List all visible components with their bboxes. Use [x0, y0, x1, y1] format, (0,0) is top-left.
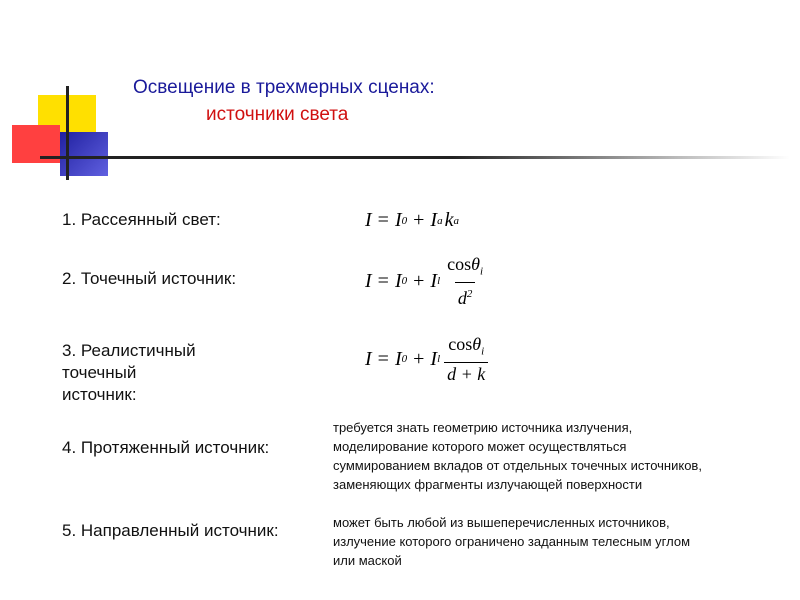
formula-symbol: d [457, 287, 467, 308]
item-label-line: точечный [62, 363, 137, 382]
item-point-source: 2. Точечный источник: [62, 269, 237, 288]
note-line: может быть любой из вышеперечисленных источников, [333, 515, 670, 530]
note-directional-source [333, 513, 783, 570]
formula-symbol: i [479, 265, 484, 278]
item-directional-source: 5. Направленный источник: [62, 521, 279, 540]
formula-fraction [444, 334, 488, 385]
formula-symbol: a [453, 214, 459, 227]
item-realistic-point-source [62, 340, 196, 406]
item-label-line: 3. Реалистичный [62, 341, 196, 360]
formula-symbol: cos [447, 254, 472, 274]
header-divider [40, 156, 790, 159]
item-label-line: источник: [62, 385, 137, 404]
logo-vertical-line [66, 86, 69, 180]
decorative-logo [0, 0, 120, 190]
formula-symbol: θ [471, 254, 480, 274]
formula-symbol: I [394, 209, 402, 231]
formula-symbol: l [437, 275, 441, 288]
formula-symbol: θ [472, 334, 482, 354]
note-line: требуется знать геометрию источника излучения, [333, 420, 633, 435]
page-subtitle: источники света [206, 104, 349, 125]
formula-symbol: 0 [401, 275, 408, 288]
page-title: Освещение в трехмерных сценах: [133, 77, 435, 98]
formula-symbol: = [377, 347, 389, 370]
formula-symbol: d + k [444, 362, 488, 385]
formula-symbol: a [437, 214, 443, 227]
formula-ambient [365, 209, 459, 232]
note-extended-source [333, 418, 783, 494]
formula-symbol: = [377, 209, 389, 231]
note-line: суммированием вкладов от отдельных точечных источников, [333, 458, 702, 473]
formula-point-source [365, 254, 486, 309]
formula-symbol: 0 [401, 353, 408, 366]
formula-symbol: I [394, 269, 402, 292]
formula-symbol: I [365, 347, 372, 370]
formula-symbol: I [430, 269, 438, 292]
formula-realistic-point-source [365, 334, 488, 385]
item-extended-source: 4. Протяженный источник: [62, 438, 270, 457]
formula-symbol: i [481, 345, 485, 358]
formula-symbol: I [394, 347, 402, 370]
note-line: излучение которого ограничено заданным телесным углом [333, 534, 691, 549]
formula-symbol: I [430, 347, 438, 370]
formula-fraction [444, 254, 486, 309]
formula-symbol: I [365, 269, 372, 292]
formula-symbol: 0 [401, 214, 408, 227]
formula-symbol: + [413, 209, 425, 231]
note-line: моделирование которого может осуществляться [333, 439, 627, 454]
note-line: заменяющих фрагменты излучающей поверхности [333, 477, 643, 492]
formula-symbol: I [365, 209, 372, 231]
formula-symbol: l [437, 353, 441, 366]
formula-symbol: I [430, 209, 438, 231]
item-ambient-light: 1. Рассеянный свет: [62, 210, 221, 229]
note-line: или маской [333, 553, 402, 568]
formula-symbol: 2 [466, 287, 473, 300]
formula-symbol: + [413, 347, 425, 370]
formula-symbol: + [413, 269, 425, 292]
formula-symbol: cos [448, 334, 473, 354]
formula-symbol: k [444, 209, 454, 231]
formula-symbol: = [377, 269, 389, 292]
